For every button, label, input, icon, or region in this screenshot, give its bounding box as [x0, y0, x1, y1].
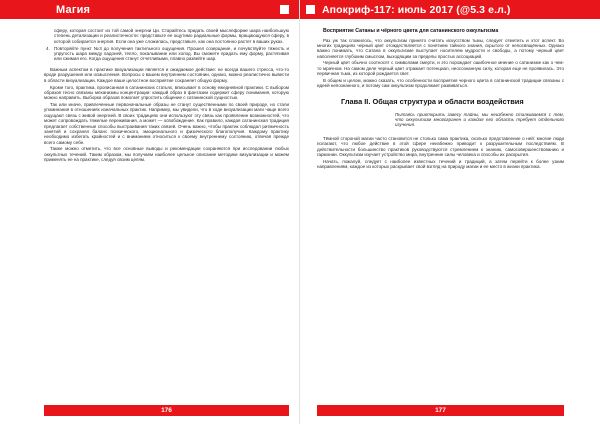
section-title: Восприятие Сатаны и чёрного цвета для сатанинского оккультизма — [323, 28, 499, 34]
paragraph: Черный цвет обычно соотносят с символами смерти, и это порождает ошибочное мнение о сатанизме как о чем-то мрачном. На самом деле черный цвет отражает потенциал, неосознанную силу, которая еще не проявилась. Это первичная тьма, из которой рождается свет. — [317, 60, 564, 77]
right-page-content — [317, 28, 564, 394]
paragraph: Раз уж так сложилось, что оккультизм принято считать искусством тьмы, следует отметить и этот аспект. Во многих традициях черный цвет отождествляется с понятием тайного знания, скрытого от непосвящённых. Однако важно понимать, что Сатана в оккультизме выступает носителем мудрости и свободы, а потому черный цвет наполняется глубоким смыслом, выходящим за пределы простых ассоциаций. — [317, 37, 564, 59]
epigraph: Пытаясь приоткрыть завесу тайны, мы неизбежно сталкиваемся с тем, что оккультизм многогранен и каждая его область требует отдельного изучения. — [395, 111, 564, 128]
list-item — [44, 46, 289, 62]
right-page-footer — [317, 405, 564, 416]
paragraph: Также можно отметить, что все основные выводы и рекомендации сохраняются при исследовании любых оккультных течений. Таким образом, мы получаем наиболее цельное описание методики визуализации и можем применять ее на практике, следуя своим целям. — [44, 146, 289, 163]
left-page-footer — [44, 405, 289, 416]
list-continuation: сферу, которая состоит из той самой энергии Ци. Старайтесь придать своей мыслеформе шара наибольшую степень детализации и реалистичности: представьте ее ощутимо радиальные формы, вращающуюся сферу, в которой собирается энергия. Если она уже сложилась, представьте, как она постоянно растет в ваших руках. — [54, 28, 289, 44]
page-number: 177 — [435, 407, 446, 414]
paragraph: Так или иначе, привлеченные первоначальные образы не станут существенными по своей природе, но стали упоминания в отношениях изначальных практик. Например, мы увидели, что в ходе визуализации маги чаще всего ощущают связь с живой энергией. В своих традициях они используют эту связь как проявление возможностей, что может сопровождать тяжелые переживания, а может — освобождение. Как правило, каждая сатанинская традиция предлагает собственные способы выстраивания таких связей. Очень важно, чтобы практик соблюдал ритмичность занятий и сохранял баланс психического, эмоционального и физического благополучия. Каждому практику необходимо избегать крайностей и с вниманием относиться к своему внутреннему состоянию, отвечая прежде всего самому себе. — [44, 102, 289, 145]
right-page — [300, 0, 600, 424]
paragraph: В общем и целом, можно сказать, что особенности восприятия черного цвета в сатанинской традиции связаны с идеей непознанного, и потому сам оккультизм продолжает развиваться. — [317, 77, 564, 89]
right-page-header-bar — [300, 0, 600, 19]
paragraph: Начать, пожалуй, следует с наиболее известных течений и традиций, а затем перейти к более узким направлениям, каждое из которых раскрывает свой взгляд на природу магии и ее место в жизни практика. — [317, 158, 564, 170]
left-page-header-bar — [0, 0, 299, 19]
paragraph: Кроме того, практика, прописанная в сатанинских статьях, вписывает в основу ежедневной практики. С выбором образов тесно связаны механизмы концентрации: каждый образ в фантазии содержит сферу понимания, которую можно направить. Выборка образов помогает упростить общение с сатанинской сущностью. — [44, 84, 289, 101]
list-item-number: 4. — [46, 45, 50, 51]
paragraph: Тёмной стороной магии часто становится не столько сама практика, сколько представление о ней: многие люди полагают, что любое действие в этой сфере неизбежно приводит к разрушительным последствиям. В действительности большинство практиков руководствуются стремлением к знанию, самосовершенствованию и гармонии. Оккультизм изучает устройство мира, внутренние силы человека и способы их раскрытия. — [317, 135, 564, 157]
right-page-header-title: Апокриф-117: июль 2017 (@5.3 е.л.) — [322, 3, 511, 16]
paragraph: Важным аспектом в практике визуализации является и ожидаемое действие: не всегда вашего стресса, что-то вроде разрушения или осмысления. Вопросы о вашем внутреннем состоянии, однако, можно реалистично вывести в области визуализации. Каждое ваше целостное восприятие сохраняет общую форму. — [44, 67, 289, 83]
right-page-header — [300, 0, 600, 19]
chapter-title: Глава II. Общая структура и области воздействия — [341, 96, 524, 106]
left-page-content — [44, 28, 289, 394]
page-number: 176 — [161, 407, 172, 414]
list-item-text: Повторяйте пункт №3 до получения тактильного ощущения. Прошел созерцание, и почувствуйте тяжесть и упругость шара между ладоней, тепло, покалывание или холод. Вы сможете придать ему форму, растягивая или сжимая его. Когда ощущения станут отчетливыми, плавно развейте шар. — [54, 45, 289, 62]
left-page-header-title: Магия — [56, 3, 91, 16]
left-page-header — [0, 0, 299, 19]
